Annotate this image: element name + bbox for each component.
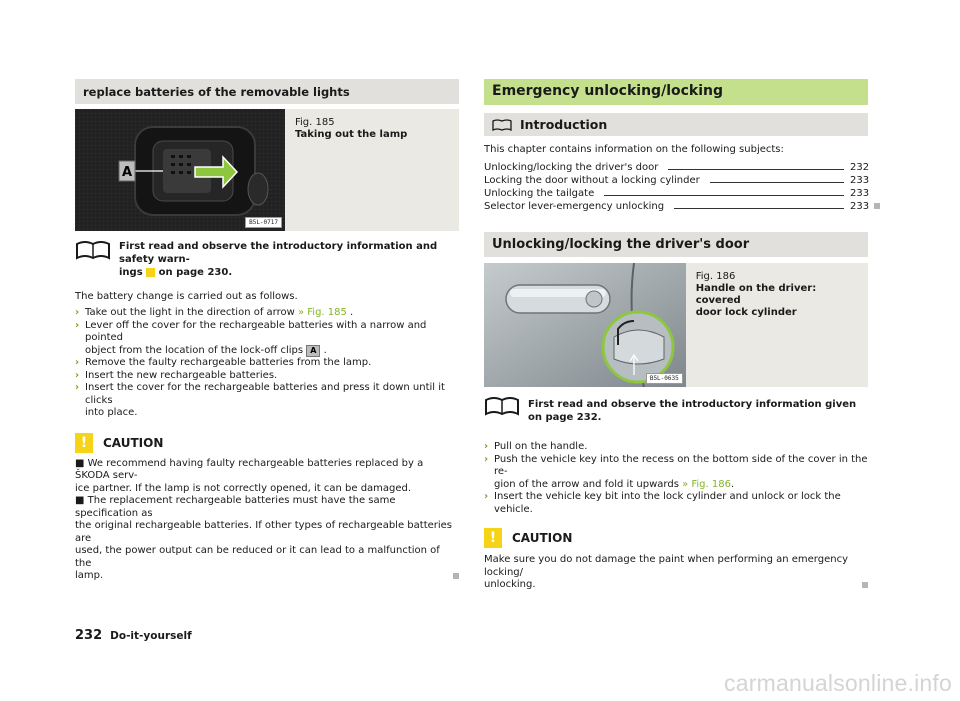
step-arrow-icon: › bbox=[484, 453, 489, 465]
figure-tag: B5L-0635 bbox=[646, 373, 683, 384]
step-arrow-icon: › bbox=[75, 382, 80, 393]
step-arrow-icon: › bbox=[75, 319, 80, 331]
list-item: › Push the vehicle key into the recess on the bottom side of the cover in the re- gion of the arrow and fold it upwards » Fig. 186. bbox=[484, 453, 868, 490]
figure-185-image bbox=[75, 109, 285, 231]
figure-tag: B5L-0717 bbox=[245, 217, 282, 228]
step-arrow-icon: › bbox=[484, 491, 489, 502]
site-watermark: carmanualsonline.info bbox=[724, 670, 952, 696]
figure-link[interactable]: » Fig. 186 bbox=[682, 478, 731, 490]
chapter-title: Emergency unlocking/locking bbox=[484, 79, 868, 105]
left-column bbox=[75, 79, 459, 583]
open-book-icon bbox=[75, 240, 111, 260]
section-end-marker bbox=[874, 203, 880, 209]
read-first-notice bbox=[484, 396, 868, 424]
procedure-intro: The battery change is carried out as follows. bbox=[75, 291, 298, 302]
step-arrow-icon: › bbox=[75, 307, 80, 318]
list-item: › Lever off the cover for the rechargeable batteries with a narrow and pointed object from the location of the lock-off clips A . bbox=[75, 319, 427, 356]
section-header-batteries: replace batteries of the removable lights bbox=[75, 79, 459, 104]
list-item: › Insert the new rechargeable batteries. bbox=[75, 369, 278, 381]
intro-header: Introduction bbox=[484, 113, 868, 136]
callout-a-label: A bbox=[121, 165, 133, 180]
footer-section-name: Do-it-yourself bbox=[110, 630, 192, 642]
toc-entry[interactable]: Locking the door without a locking cylinder 233 bbox=[484, 175, 870, 186]
figure-number: Fig. 186 bbox=[695, 271, 736, 282]
door-handle-illustration bbox=[484, 263, 686, 387]
read-first-text: First read and observe the introductory information and safety warn- ings on page 230. bbox=[119, 241, 438, 278]
step-arrow-icon: › bbox=[75, 369, 80, 381]
caution-exclamation-icon: ! bbox=[75, 433, 93, 453]
figure-186 bbox=[484, 263, 868, 387]
page-footer bbox=[75, 628, 192, 643]
read-first-text: First read and observe the introductory information given on page 232. bbox=[528, 399, 857, 423]
callout-a-badge: A bbox=[306, 345, 320, 357]
step-arrow-icon: › bbox=[75, 357, 80, 368]
intro-text: This chapter contains information on the following subjects: bbox=[484, 144, 784, 155]
figure-title-line1: Handle on the driver: covered bbox=[695, 283, 817, 306]
caution-header: ! CAUTION bbox=[484, 528, 868, 548]
step-arrow-icon: › bbox=[484, 441, 489, 452]
section-end-marker bbox=[453, 573, 459, 579]
open-book-icon bbox=[492, 119, 512, 131]
caution-text: ■ We recommend having faulty rechargeable batteries replaced by a ŠKODA serv- ice partner. If the lamp is not correctly opened, it can be damaged. ■ The replacement rechargeable batteries must have the same specification as the original rechargeable batteries. If other types of rechargeable batteries are used, the power output can be reduced or it can lead to a malfunction of the lamp. bbox=[75, 458, 459, 583]
list-item: › Remove the faulty rechargeable batteries from the lamp. bbox=[75, 357, 372, 368]
toc-entry[interactable]: Unlocking the tailgate 233 bbox=[484, 188, 870, 199]
caution-exclamation-icon: ! bbox=[484, 528, 502, 548]
procedure-steps bbox=[75, 307, 459, 420]
figure-title-line2: door lock cylinder bbox=[695, 307, 797, 318]
caution-text: Make sure you do not damage the paint when performing an emergency locking/ unlocking. bbox=[484, 554, 868, 592]
open-book-icon bbox=[484, 396, 520, 416]
section-header-drivers-door: Unlocking/locking the driver's door bbox=[484, 232, 868, 257]
caution-header: ! CAUTION bbox=[75, 433, 459, 453]
figure-number: Fig. 185 bbox=[295, 117, 335, 128]
lamp-photo-illustration bbox=[75, 109, 285, 231]
warning-icon bbox=[146, 268, 155, 277]
figure-title: Taking out the lamp bbox=[295, 129, 408, 140]
right-column bbox=[484, 79, 868, 592]
toc-list bbox=[484, 161, 868, 213]
page-number: 232 bbox=[75, 628, 103, 643]
figure-185-caption bbox=[285, 109, 417, 231]
list-item: › Take out the light in the direction of arrow » Fig. 185 . bbox=[75, 307, 354, 318]
toc-entry[interactable]: Unlocking/locking the driver's door 232 bbox=[484, 162, 870, 173]
list-item: › Insert the vehicle key bit into the lock cylinder and unlock or lock the vehicle. bbox=[484, 491, 841, 515]
figure-link[interactable]: » Fig. 185 bbox=[297, 307, 347, 318]
procedure-steps bbox=[484, 441, 868, 516]
toc-entry[interactable]: Selector lever-emergency unlocking 233 bbox=[484, 200, 868, 213]
section-end-marker bbox=[862, 582, 868, 588]
list-item: › Pull on the handle. bbox=[484, 441, 588, 452]
figure-186-image bbox=[484, 263, 686, 387]
figure-185 bbox=[75, 109, 459, 231]
figure-186-caption bbox=[686, 263, 868, 387]
read-first-notice bbox=[75, 240, 459, 279]
list-item: › Insert the cover for the rechargeable batteries and press it down until it clicks into place. bbox=[75, 382, 445, 418]
